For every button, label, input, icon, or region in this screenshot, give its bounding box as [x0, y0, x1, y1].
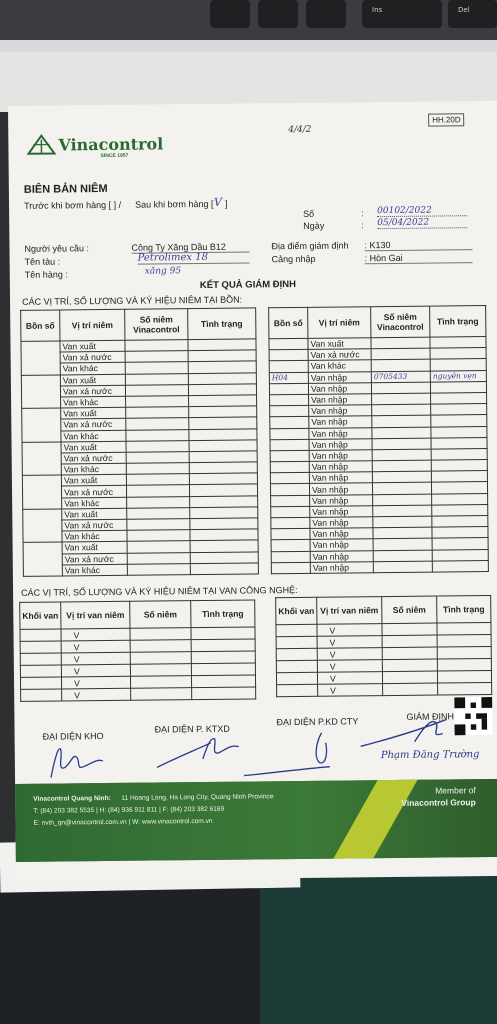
seal-number-cell: [125, 351, 188, 363]
tank-number-cell: [23, 509, 62, 543]
sign-label-inspector: GIÁM ĐỊNH: [406, 711, 454, 722]
tank-number-cell: [271, 506, 310, 518]
tank-number-cell: [270, 439, 309, 451]
valve-position-cell: V: [317, 624, 382, 637]
seal-position-cell: Van khác: [61, 396, 126, 408]
status-cell: [192, 687, 256, 700]
seal-number-cell: [372, 483, 431, 495]
valve-position-cell: V: [317, 672, 382, 685]
status-cell: [432, 515, 488, 527]
document-footer: [15, 779, 497, 862]
footer-group: Vinacontrol Group: [401, 797, 476, 808]
status-cell: [430, 359, 486, 371]
seal-position-cell: Van xả nước: [308, 349, 371, 361]
seal-position-cell: Van xuất: [61, 441, 126, 453]
status-cell: [188, 361, 256, 373]
signature-ktxd: [153, 729, 243, 774]
seal-number-cell: [373, 561, 432, 573]
status-cell: [431, 460, 487, 472]
port-value: : Hòn Gai: [365, 252, 473, 264]
valve-position-cell: V: [317, 660, 382, 673]
ngay-colon: :: [361, 220, 364, 231]
seal-position-cell: Van khác: [62, 497, 127, 509]
seal-position-cell: Van khác: [62, 564, 127, 576]
seal-number-cell: [127, 519, 190, 531]
footer-email: E: nvth_qn@vinacontrol.com.vn | W: www.vinacontrol.com.vn: [33, 817, 213, 827]
seal-report-document: [8, 101, 497, 881]
seal-position-cell: Van xuất: [61, 475, 126, 487]
status-cell: [432, 493, 488, 505]
seal-position-cell: Van xuất: [60, 340, 125, 352]
seal-position-cell: Van xuất: [61, 407, 126, 419]
requester-value: Công Ty Xăng Dầu B12: [131, 241, 249, 253]
scale-logo-icon: [26, 133, 56, 155]
valve-block-cell: [20, 665, 61, 677]
seal-number-cell: [130, 664, 191, 677]
tank-number-cell: [270, 450, 309, 462]
col-header-seal-number: Số niêm Vinacontrol: [371, 306, 430, 338]
seal-number-cell: [382, 623, 437, 636]
col-header-valve-position: Vị trí van niêm: [61, 601, 130, 629]
valve-section-heading: CÁC VỊ TRÍ, SỐ LƯỢNG VÀ KÝ HIỆU NIÊM TẠI VAN CÔNG NGHỆ:: [21, 584, 298, 598]
valve-block-cell: [21, 689, 62, 701]
status-cell: [437, 670, 491, 683]
seal-number-cell: [126, 451, 189, 463]
seal-number-cell: [373, 550, 432, 562]
seal-number-cell: [372, 438, 431, 450]
status-cell: [432, 504, 488, 516]
seal-position-cell: Van xuất: [308, 338, 371, 350]
tank-number-cell: [270, 394, 309, 406]
valve-block-cell: [20, 653, 61, 665]
tank-number-cell: [22, 475, 61, 509]
after-pump-checkmark: V: [213, 195, 223, 209]
vessel-label: Tên tàu :: [24, 256, 61, 267]
seal-position-cell: Van khác: [61, 430, 126, 442]
status-cell: [437, 646, 491, 659]
status-cell: [189, 406, 257, 418]
seal-position-cell: Van nhập: [309, 450, 372, 462]
seal-number-cell: [382, 671, 437, 684]
seal-number-cell: [125, 373, 188, 385]
tank-number-cell: [271, 551, 310, 563]
status-cell: [190, 563, 258, 575]
seal-number-cell: [373, 505, 432, 517]
seal-position-cell: Van nhập: [310, 517, 373, 529]
seal-position-cell: Van nhập: [310, 561, 373, 573]
qr-code-icon: [454, 697, 492, 735]
col-header-seal-number: Số niêm: [130, 601, 191, 629]
tank-number-cell: [271, 540, 310, 552]
table-header-row: [269, 306, 486, 339]
col-header-valve-block: Khối van: [276, 597, 317, 624]
status-cell: [189, 484, 257, 496]
valve-position-cell: V: [61, 664, 130, 677]
tank-number-cell: [22, 408, 61, 442]
seal-position-cell: Van nhập: [310, 528, 373, 540]
tank-number-cell: [269, 361, 308, 373]
keyboard-key: [258, 0, 298, 28]
tank-number-cell: [270, 417, 309, 429]
seal-number-cell: [126, 407, 189, 419]
left-valve-seal-table: [19, 599, 256, 701]
seal-number-cell: [127, 552, 190, 564]
seal-position-cell: Van nhập: [310, 550, 373, 562]
seal-number-cell: 0705433: [371, 371, 430, 383]
seal-position-cell: Van xả nước: [61, 486, 126, 498]
valve-position-cell: V: [61, 652, 130, 665]
seal-number-cell: [382, 635, 437, 648]
seal-number-cell: [127, 507, 190, 519]
seal-number-cell: [373, 527, 432, 539]
tank-number-cell: [270, 461, 309, 473]
col-header-tank-no: Bồn số: [269, 307, 308, 338]
status-cell: [191, 627, 255, 640]
status-cell: [188, 350, 256, 362]
document-title: BIÊN BẢN NIÊM: [23, 182, 108, 196]
tank-number-cell: [271, 495, 310, 507]
status-cell: [190, 529, 258, 541]
tank-section-heading: CÁC VỊ TRÍ, SỐ LƯỢNG VÀ KÝ HIỆU NIÊM TẠI BỒN:: [21, 294, 243, 307]
port-label: Cảng nhập: [271, 253, 316, 265]
footer-member-of: Member of: [435, 785, 476, 796]
status-cell: [430, 348, 486, 360]
status-cell: [189, 451, 257, 463]
right-valve-seal-table: [275, 595, 492, 697]
seal-position-cell: Van khác: [60, 363, 125, 375]
inspection-place-value: : K130: [364, 239, 472, 251]
seal-number-cell: [383, 683, 438, 696]
status-cell: [189, 440, 257, 452]
seal-position-cell: Van nhập: [309, 427, 372, 439]
status-cell: [190, 518, 258, 530]
seal-position-cell: Van xuất: [60, 374, 125, 386]
seal-position-cell: Van xả nước: [62, 519, 127, 531]
seal-position-cell: Van khác: [308, 360, 371, 372]
seal-position-cell: Van nhập: [308, 382, 371, 394]
so-colon: :: [361, 208, 364, 219]
requester-label: Người yêu cầu :: [24, 243, 90, 254]
so-value: 00102/2022: [377, 205, 467, 217]
status-cell: [189, 462, 257, 474]
status-cell: [189, 473, 257, 485]
result-heading: KẾT QUẢ GIÁM ĐỊNH: [199, 278, 297, 292]
ngay-value: 05/04/2022: [377, 217, 467, 229]
tank-number-cell: [269, 383, 308, 395]
status-cell: [431, 448, 487, 460]
valve-block-cell: [276, 672, 317, 684]
table-row: [21, 687, 256, 701]
status-cell: [431, 471, 487, 483]
valve-position-cell: V: [61, 640, 130, 653]
status-cell: nguyên vẹn: [430, 370, 486, 382]
status-cell: [190, 496, 258, 508]
status-cell: [189, 417, 257, 429]
seal-number-cell: [373, 538, 432, 550]
status-cell: [432, 527, 488, 539]
table-header-row: [21, 308, 256, 341]
seal-number-cell: [127, 541, 190, 553]
tank-number-cell: [23, 542, 62, 576]
status-cell: [430, 337, 486, 349]
footer-phones: T: (84) 203 382 5535 | H: (84) 936 911 811 | F: (84) 203 382 6169: [33, 805, 225, 815]
right-tank-seal-table: [268, 305, 489, 574]
status-cell: [431, 426, 487, 438]
seal-position-cell: Van nhập: [309, 405, 372, 417]
seal-number-cell: [372, 471, 431, 483]
seal-number-cell: [372, 404, 431, 416]
seal-position-cell: Van nhập: [309, 416, 372, 428]
sign-label-kd-cty: ĐẠI DIỆN P.KD CTY: [276, 716, 359, 728]
goods-value: xăng 95: [144, 266, 182, 277]
tank-number-cell: [21, 341, 60, 375]
seal-number-cell: [127, 530, 190, 542]
seal-number-cell: [125, 340, 188, 352]
seal-number-cell: [371, 337, 430, 349]
before-pump-label: Trước khi bơm hàng [ ] /: [23, 199, 122, 211]
seal-position-cell: Van nhập: [308, 371, 371, 383]
seal-number-cell: [373, 494, 432, 506]
seal-number-cell: [371, 359, 430, 371]
seal-number-cell: [125, 362, 188, 374]
vessel-value: Petrolimex 18: [138, 251, 250, 264]
col-header-status: Tình trạng: [188, 308, 256, 340]
status-cell: [437, 658, 491, 671]
status-cell: [432, 549, 488, 561]
goods-label: Tên hàng :: [24, 269, 68, 280]
key-del: Del: [448, 0, 497, 28]
status-cell: [437, 634, 491, 647]
seal-number-cell: [373, 516, 432, 528]
seal-number-cell: [372, 393, 431, 405]
status-cell: [190, 551, 258, 563]
seal-number-cell: [127, 496, 190, 508]
seal-position-cell: Van khác: [62, 530, 127, 542]
seal-number-cell: [371, 348, 430, 360]
logo-since: SINCE 1957: [100, 152, 129, 160]
status-cell: [190, 540, 258, 552]
valve-position-cell: V: [317, 648, 382, 661]
seal-number-cell: [126, 474, 189, 486]
seal-number-cell: [372, 460, 431, 472]
status-cell: [430, 381, 486, 393]
valve-position-cell: V: [62, 688, 131, 701]
seal-position-cell: Van nhập: [310, 494, 373, 506]
keyboard-key: [210, 0, 250, 28]
status-cell: [189, 428, 257, 440]
valve-block-cell: [20, 641, 61, 653]
seal-position-cell: Van nhập: [310, 539, 373, 551]
valve-position-cell: V: [61, 676, 130, 689]
valve-block-cell: [276, 660, 317, 672]
valve-block-cell: [276, 636, 317, 648]
tank-number-cell: [22, 442, 61, 476]
seal-number-cell: [126, 429, 189, 441]
seal-number-cell: [127, 563, 190, 575]
tank-number-cell: H04: [269, 372, 308, 384]
inspection-place-label: Địa điểm giám định: [271, 240, 349, 252]
status-cell: [188, 384, 256, 396]
seal-number-cell: [372, 427, 431, 439]
status-cell: [431, 415, 487, 427]
status-cell: [191, 651, 255, 664]
tank-number-cell: [271, 529, 310, 541]
valve-block-cell: [20, 629, 61, 641]
col-header-seal-number: Số niêm Vinacontrol: [125, 309, 188, 341]
col-header-status: Tình trạng: [430, 306, 486, 338]
after-pump-label: Sau khi bơm hàng [: [134, 198, 214, 210]
seal-position-cell: Van xả nước: [62, 553, 127, 565]
seal-number-cell: [131, 688, 192, 701]
signature-warehouse: [45, 737, 105, 782]
seal-number-cell: [130, 628, 191, 641]
tank-number-cell: [271, 517, 310, 529]
seal-position-cell: Van nhập: [309, 483, 372, 495]
seal-number-cell: [126, 463, 189, 475]
tank-number-cell: [269, 350, 308, 362]
seal-number-cell: [130, 676, 191, 689]
sign-label-warehouse: ĐẠI DIỆN KHO: [42, 731, 104, 742]
status-cell: [190, 507, 258, 519]
status-cell: [431, 437, 487, 449]
form-code: HH.20D: [428, 113, 465, 126]
col-header-valve-block: Khối van: [20, 602, 61, 629]
col-header-seal-position: Vị trí niêm: [60, 309, 125, 341]
status-cell: [431, 392, 487, 404]
col-header-tank-no: Bồn số: [21, 310, 60, 341]
tank-number-cell: [271, 562, 310, 574]
valve-position-cell: V: [317, 636, 382, 649]
tank-number-cell: [270, 405, 309, 417]
status-cell: [189, 395, 257, 407]
seal-position-cell: Van xả nước: [61, 452, 126, 464]
seal-position-cell: Van nhập: [309, 438, 372, 450]
tank-number-cell: [270, 484, 309, 496]
status-cell: [191, 675, 255, 688]
status-cell: [432, 538, 488, 550]
col-header-status: Tình trạng: [191, 600, 255, 628]
seal-number-cell: [382, 647, 437, 660]
table-row: [277, 682, 492, 696]
seal-number-cell: [130, 652, 191, 665]
seal-position-cell: Van nhập: [309, 394, 372, 406]
signature-kd-cty: [239, 722, 350, 781]
signature-inspector: [354, 711, 454, 752]
status-cell: [191, 639, 255, 652]
seal-position-cell: Van xả nước: [60, 385, 125, 397]
seal-number-cell: [382, 659, 437, 672]
footer-company: Vinacontrol Quang Ninh:: [33, 794, 111, 803]
seal-number-cell: [126, 396, 189, 408]
seal-position-cell: Van nhập: [310, 506, 373, 518]
seal-position-cell: Van xả nước: [61, 419, 126, 431]
valve-block-cell: [276, 648, 317, 660]
seal-number-cell: [126, 440, 189, 452]
seal-position-cell: Van xả nước: [60, 351, 125, 363]
top-handwritten-note: 4/4/2: [288, 124, 312, 136]
tank-number-cell: [270, 428, 309, 440]
valve-position-cell: V: [61, 628, 130, 641]
status-cell: [438, 682, 492, 695]
col-header-valve-position: Vị trí van niêm: [317, 597, 382, 625]
seal-number-cell: [371, 382, 430, 394]
status-cell: [431, 404, 487, 416]
table-header-row: [20, 600, 255, 629]
seal-position-cell: Van khác: [61, 463, 126, 475]
keyboard-key: [306, 0, 346, 28]
ngay-label: Ngày: [303, 220, 325, 231]
after-pump-bracket: ]: [224, 198, 228, 209]
status-cell: [437, 622, 491, 635]
seal-number-cell: [130, 640, 191, 653]
status-cell: [432, 560, 488, 572]
valve-block-cell: [277, 684, 318, 696]
seal-number-cell: [126, 418, 189, 430]
valve-position-cell: V: [318, 684, 383, 697]
status-cell: [191, 663, 255, 676]
seal-position-cell: Van xuất: [62, 542, 127, 554]
col-header-seal-position: Vị trí niêm: [308, 307, 371, 339]
tank-number-cell: [21, 375, 60, 409]
footer-address: 11 Hoang Long, Ha Long City, Quang Ninh Province: [121, 793, 274, 802]
seal-position-cell: Van nhập: [309, 461, 372, 473]
seal-position-cell: Van xuất: [62, 508, 127, 520]
status-cell: [188, 372, 256, 384]
seal-number-cell: [372, 449, 431, 461]
sign-label-ktxd: ĐẠI DIỆN P. KTXD: [154, 723, 230, 735]
seal-number-cell: [126, 485, 189, 497]
table-header-row: [276, 595, 491, 624]
col-header-seal-number: Số niêm: [382, 596, 437, 624]
seal-position-cell: Van nhập: [309, 472, 372, 484]
seal-number-cell: [125, 384, 188, 396]
logo-name: Vinacontrol: [58, 134, 164, 155]
status-cell: [188, 339, 256, 351]
table-row: [271, 560, 488, 573]
so-label: Số: [303, 208, 315, 219]
col-header-status: Tình trạng: [437, 595, 491, 623]
left-tank-seal-table: [20, 307, 259, 576]
tank-number-cell: [270, 473, 309, 485]
status-cell: [431, 482, 487, 494]
tank-number-cell: [269, 338, 308, 350]
inspector-name: Phạm Đăng Trường: [380, 749, 480, 762]
seal-number-cell: [372, 415, 431, 427]
key-ins: Ins: [362, 0, 442, 28]
valve-block-cell: [20, 677, 61, 689]
valve-block-cell: [276, 624, 317, 636]
